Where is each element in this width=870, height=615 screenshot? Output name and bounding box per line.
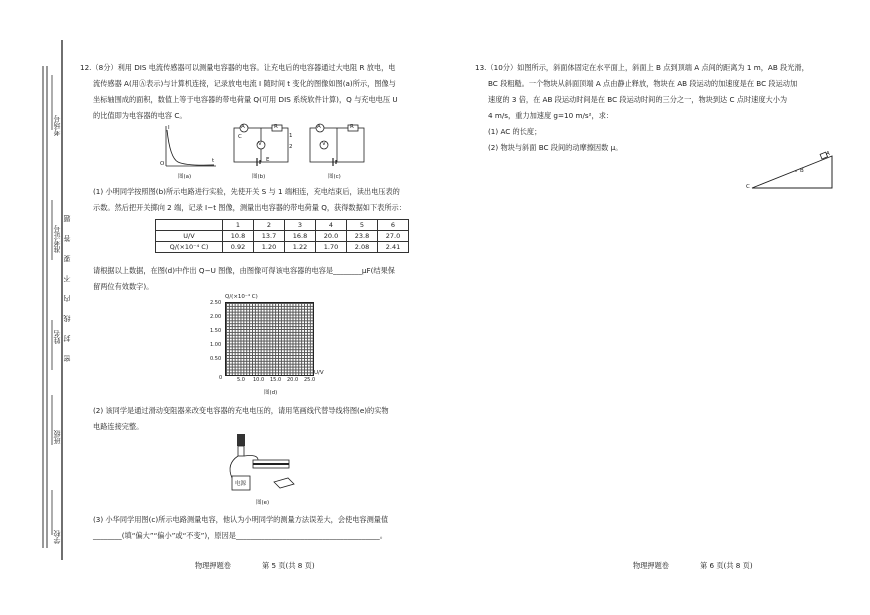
seal-char: 要: [63, 255, 71, 262]
figure-d-caption: 图(d): [264, 390, 278, 396]
voltmeter-label: V: [322, 141, 326, 147]
part1-line: 请根据以上数据，在图(d)中作出 Q−U 图像，由图像可得该电容器的电容是________μF(结果保: [93, 266, 395, 275]
table-header-row: [156, 220, 409, 231]
terminal-label: 1: [289, 133, 293, 139]
figure-c-caption: 图(c): [328, 174, 341, 180]
graph-x-tick: 5.0: [237, 377, 245, 383]
figure-b-caption: 图(b): [252, 174, 266, 180]
table-cell: Q/(×10⁻⁴ C): [156, 242, 223, 253]
footer-page-number: 第 5 页(共 8 页): [262, 561, 315, 570]
q12-line: 流传感器 A(用Ⓐ表示)与计算机连接，记录放电电流 I 随时间 t 变化的图像如图(a)所示，图像与: [93, 79, 396, 88]
seal-char: 线: [63, 315, 71, 322]
table-cell: 1: [223, 220, 254, 231]
label-school: 学校: [53, 530, 61, 544]
footer-page-number: 第 6 页(共 8 页): [700, 561, 753, 570]
graph-y-tick: 2.00: [210, 314, 222, 320]
part3-line: ________(填“偏大”“偏小”或“不变”)，原因是________________________________________。: [93, 531, 387, 540]
table-cell: 0.92: [223, 242, 254, 253]
ammeter-label: A: [241, 124, 245, 130]
table-cell: 1.70: [316, 242, 347, 253]
table-cell: 13.7: [254, 231, 285, 242]
seal-char: 封: [63, 335, 71, 342]
table-cell: 27.0: [378, 231, 409, 242]
source-label: E: [266, 157, 270, 163]
seal-char: 密: [63, 355, 71, 362]
seal-char: 题: [63, 215, 71, 222]
capacitor-label: C: [238, 134, 242, 140]
table-cell: 6: [378, 220, 409, 231]
q13-line: 4 m/s，重力加速度 g=10 m/s²，求：: [488, 111, 614, 120]
terminal-label: 2: [289, 144, 293, 150]
voltmeter-label: V: [258, 141, 262, 147]
q13-subquestion: (2) 物块与斜面 BC 段间的动摩擦因数 μ。: [488, 143, 623, 152]
q13-line: 13.（10分）如图所示，斜面体固定在水平面上，斜面上 B 点到顶端 A 点间的距离为 1 m，AB 段光滑，: [475, 63, 809, 72]
figure-b-circuit: [230, 122, 296, 166]
resistor-label: R: [274, 124, 278, 130]
table-row: [156, 231, 409, 242]
figure-e-caption: 图(e): [256, 500, 270, 506]
footer-paper-name: 物理押题卷: [195, 561, 231, 570]
table-cell: 2: [254, 220, 285, 231]
label-name: 姓名: [53, 330, 61, 344]
graph-y-tick: 0.50: [210, 356, 222, 362]
seal-char: 答: [63, 235, 71, 242]
table-cell: 4: [316, 220, 347, 231]
graph-origin: 0: [219, 375, 223, 381]
table-cell: [156, 220, 223, 231]
q13-line: BC 段粗糙。一个物块从斜面顶端 A 点由静止释放，物块在 AB 段运动的加速度是在 BC 段运动加: [488, 79, 798, 88]
binding-lines: [0, 0, 80, 615]
label-exam-id: 准考证号: [53, 225, 61, 253]
part2-line: (2) 该同学是通过滑动变阻器来改变电容器的充电电压的，请用笔画线代替导线将图(e)的实物: [93, 406, 389, 415]
table-row: [156, 242, 409, 253]
graph-x-tick: 20.0: [287, 377, 299, 383]
q12-line: 坐标轴围成的面积，数值上等于电容器的带电荷量 Q(可用 DIS 系统软件计算)，Q 与充电电压 U: [93, 95, 398, 104]
q12-line: 12.（8分）利用 DIS 电流传感器可以测量电容器的电容。让充电后的电容器通过大电阻 R 放电，电: [80, 63, 396, 72]
part3-line: (3) 小华同学用图(c)所示电路测量电容，他认为小明同学的测量方法误差大，会使电容测量值: [93, 515, 389, 524]
data-table: [155, 219, 409, 253]
seal-char: 内: [63, 295, 71, 302]
graph-y-label: Q/(×10⁻⁴ C): [225, 294, 258, 300]
q13-subquestion: (1) AC 的长度；: [488, 127, 542, 136]
graph-x-tick: 25.0: [304, 377, 316, 383]
figure-a-caption: 图(a): [178, 174, 192, 180]
axis-i-label: I: [168, 125, 170, 131]
graph-y-tick: 2.50: [210, 300, 222, 306]
table-cell: 2.08: [347, 242, 378, 253]
graph-x-label: U/V: [314, 370, 324, 376]
graph-x-tick: 10.0: [253, 377, 265, 383]
table-cell: 2.41: [378, 242, 409, 253]
part2-line: 电路连接完整。: [93, 422, 144, 431]
table-cell: U/V: [156, 231, 223, 242]
point-c-label: C: [746, 184, 750, 190]
figure-e-apparatus: [218, 430, 314, 496]
resistor-label: R: [350, 124, 354, 130]
part1-line: (1) 小明同学按照图(b)所示电路进行实验，先使开关 S 与 1 端相连，充电结束后，读出电压表的: [93, 187, 400, 196]
battery-label: 电源: [235, 481, 247, 487]
footer-paper-name: 物理押题卷: [633, 561, 669, 570]
q13-line: 速度的 3 倍，在 AB 段运动时间是在 BC 段运动时间的三分之一，物块到达 C 点时速度大小为: [488, 95, 788, 104]
table-cell: 1.20: [254, 242, 285, 253]
graph-y-tick: 1.00: [210, 342, 222, 348]
table-cell: 3: [285, 220, 316, 231]
figure-a-curve: [156, 124, 218, 170]
part1-line: 留两位有效数字)。: [93, 282, 154, 291]
table-cell: 10.8: [223, 231, 254, 242]
label-room: 考场号: [53, 115, 61, 136]
table-cell: 20.0: [316, 231, 347, 242]
table-cell: 5: [347, 220, 378, 231]
graph-y-tick: 1.50: [210, 328, 222, 334]
part1-line: 示数。然后把开关掷向 2 端，记录 I−t 图像，测量出电容器的带电荷量 Q，获得数据如下表所示：: [93, 203, 406, 212]
graph-grid: [225, 302, 314, 376]
table-cell: 23.8: [347, 231, 378, 242]
axis-origin-label: O: [160, 161, 165, 167]
seal-char: 不: [63, 275, 71, 282]
label-class: 班级: [53, 430, 61, 444]
graph-x-tick: 15.0: [270, 377, 282, 383]
q12-line: 的比值即为电容器的电容 C。: [93, 111, 187, 120]
axis-t-label: t: [212, 158, 215, 164]
point-b-label: B: [800, 168, 804, 174]
table-cell: 16.8: [285, 231, 316, 242]
figure-c-circuit: [306, 122, 372, 166]
ammeter-label: A: [317, 124, 321, 130]
incline-figure: [744, 148, 836, 193]
point-a-label: A: [826, 151, 830, 157]
table-cell: 1.22: [285, 242, 316, 253]
